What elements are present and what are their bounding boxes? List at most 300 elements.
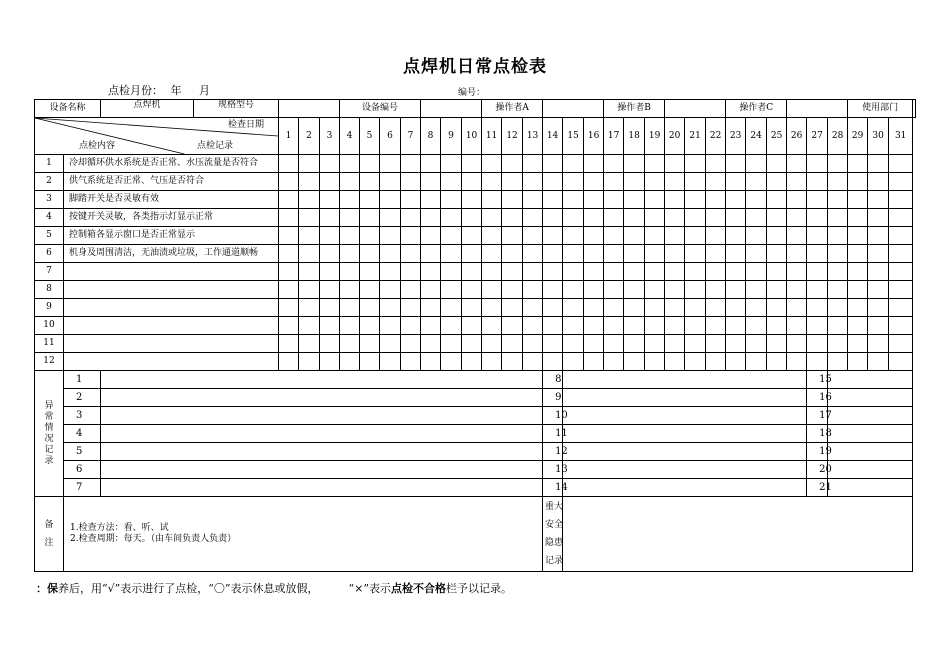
check-cell[interactable] xyxy=(787,317,807,335)
check-cell[interactable] xyxy=(502,263,523,281)
check-cell[interactable] xyxy=(624,245,645,263)
check-cell[interactable] xyxy=(523,353,543,371)
check-cell[interactable] xyxy=(279,317,299,335)
check-cell[interactable] xyxy=(604,299,624,317)
check-cell[interactable] xyxy=(848,227,868,245)
check-cell[interactable] xyxy=(624,299,645,317)
check-cell[interactable] xyxy=(848,281,868,299)
check-cell[interactable] xyxy=(340,335,360,353)
check-cell[interactable] xyxy=(320,209,340,227)
check-cell[interactable] xyxy=(340,209,360,227)
check-cell[interactable] xyxy=(889,353,913,371)
check-cell[interactable] xyxy=(706,299,726,317)
check-cell[interactable] xyxy=(767,299,787,317)
check-cell[interactable] xyxy=(665,155,685,173)
check-cell[interactable] xyxy=(380,173,401,191)
check-cell[interactable] xyxy=(604,335,624,353)
check-cell[interactable] xyxy=(299,173,320,191)
check-cell[interactable] xyxy=(401,281,421,299)
check-cell[interactable] xyxy=(685,191,706,209)
abnormal-entry[interactable] xyxy=(563,479,807,497)
check-cell[interactable] xyxy=(807,209,828,227)
check-cell[interactable] xyxy=(645,299,665,317)
check-cell[interactable] xyxy=(523,335,543,353)
check-cell[interactable] xyxy=(320,353,340,371)
check-cell[interactable] xyxy=(401,335,421,353)
check-cell[interactable] xyxy=(543,281,563,299)
check-cell[interactable] xyxy=(482,317,502,335)
check-cell[interactable] xyxy=(665,335,685,353)
check-cell[interactable] xyxy=(685,155,706,173)
check-cell[interactable] xyxy=(421,191,441,209)
check-cell[interactable] xyxy=(706,209,726,227)
check-cell[interactable] xyxy=(299,317,320,335)
check-cell[interactable] xyxy=(868,209,889,227)
abnormal-entry[interactable] xyxy=(563,389,807,407)
check-cell[interactable] xyxy=(584,281,604,299)
check-cell[interactable] xyxy=(787,335,807,353)
check-cell[interactable] xyxy=(868,263,889,281)
check-cell[interactable] xyxy=(787,173,807,191)
check-cell[interactable] xyxy=(604,173,624,191)
check-cell[interactable] xyxy=(360,227,380,245)
check-cell[interactable] xyxy=(441,191,462,209)
check-cell[interactable] xyxy=(868,281,889,299)
check-cell[interactable] xyxy=(563,353,584,371)
check-cell[interactable] xyxy=(441,209,462,227)
check-cell[interactable] xyxy=(706,353,726,371)
check-cell[interactable] xyxy=(563,263,584,281)
check-cell[interactable] xyxy=(462,173,482,191)
abnormal-entry[interactable] xyxy=(828,443,913,461)
check-cell[interactable] xyxy=(767,209,787,227)
check-cell[interactable] xyxy=(767,155,787,173)
check-cell[interactable] xyxy=(563,209,584,227)
check-cell[interactable] xyxy=(807,191,828,209)
check-cell[interactable] xyxy=(502,299,523,317)
check-cell[interactable] xyxy=(787,227,807,245)
check-cell[interactable] xyxy=(726,245,746,263)
check-cell[interactable] xyxy=(482,263,502,281)
check-cell[interactable] xyxy=(421,227,441,245)
check-cell[interactable] xyxy=(401,263,421,281)
check-cell[interactable] xyxy=(828,299,848,317)
check-cell[interactable] xyxy=(523,155,543,173)
check-cell[interactable] xyxy=(340,155,360,173)
check-cell[interactable] xyxy=(828,281,848,299)
check-cell[interactable] xyxy=(279,353,299,371)
check-cell[interactable] xyxy=(746,353,767,371)
check-cell[interactable] xyxy=(401,191,421,209)
check-cell[interactable] xyxy=(340,299,360,317)
check-cell[interactable] xyxy=(685,245,706,263)
check-cell[interactable] xyxy=(299,155,320,173)
check-cell[interactable] xyxy=(807,173,828,191)
check-cell[interactable] xyxy=(543,191,563,209)
check-cell[interactable] xyxy=(645,335,665,353)
check-cell[interactable] xyxy=(624,335,645,353)
check-cell[interactable] xyxy=(320,245,340,263)
check-cell[interactable] xyxy=(380,335,401,353)
check-cell[interactable] xyxy=(380,191,401,209)
check-cell[interactable] xyxy=(889,191,913,209)
check-cell[interactable] xyxy=(563,335,584,353)
check-cell[interactable] xyxy=(502,281,523,299)
check-cell[interactable] xyxy=(360,173,380,191)
check-cell[interactable] xyxy=(665,353,685,371)
check-cell[interactable] xyxy=(706,173,726,191)
abnormal-entry[interactable] xyxy=(563,425,807,443)
check-cell[interactable] xyxy=(462,191,482,209)
check-cell[interactable] xyxy=(685,317,706,335)
check-cell[interactable] xyxy=(401,227,421,245)
check-cell[interactable] xyxy=(848,209,868,227)
check-cell[interactable] xyxy=(462,209,482,227)
check-cell[interactable] xyxy=(624,263,645,281)
check-cell[interactable] xyxy=(685,299,706,317)
check-cell[interactable] xyxy=(767,227,787,245)
check-cell[interactable] xyxy=(868,227,889,245)
check-cell[interactable] xyxy=(807,263,828,281)
check-cell[interactable] xyxy=(502,191,523,209)
check-cell[interactable] xyxy=(828,173,848,191)
check-cell[interactable] xyxy=(848,245,868,263)
check-cell[interactable] xyxy=(320,299,340,317)
check-cell[interactable] xyxy=(828,155,848,173)
check-cell[interactable] xyxy=(584,191,604,209)
check-cell[interactable] xyxy=(624,281,645,299)
check-cell[interactable] xyxy=(726,353,746,371)
check-cell[interactable] xyxy=(726,317,746,335)
check-cell[interactable] xyxy=(807,353,828,371)
check-cell[interactable] xyxy=(320,227,340,245)
check-cell[interactable] xyxy=(645,317,665,335)
check-cell[interactable] xyxy=(868,245,889,263)
check-cell[interactable] xyxy=(441,335,462,353)
check-cell[interactable] xyxy=(380,155,401,173)
check-cell[interactable] xyxy=(543,317,563,335)
check-cell[interactable] xyxy=(828,209,848,227)
check-cell[interactable] xyxy=(584,263,604,281)
check-cell[interactable] xyxy=(320,173,340,191)
check-cell[interactable] xyxy=(584,227,604,245)
check-cell[interactable] xyxy=(462,245,482,263)
check-cell[interactable] xyxy=(706,191,726,209)
check-cell[interactable] xyxy=(340,191,360,209)
check-cell[interactable] xyxy=(401,173,421,191)
check-cell[interactable] xyxy=(523,263,543,281)
check-cell[interactable] xyxy=(685,335,706,353)
check-cell[interactable] xyxy=(868,335,889,353)
check-cell[interactable] xyxy=(523,245,543,263)
check-cell[interactable] xyxy=(665,299,685,317)
check-cell[interactable] xyxy=(726,209,746,227)
check-cell[interactable] xyxy=(380,317,401,335)
check-cell[interactable] xyxy=(868,173,889,191)
check-cell[interactable] xyxy=(645,227,665,245)
check-cell[interactable] xyxy=(482,155,502,173)
check-cell[interactable] xyxy=(889,227,913,245)
check-cell[interactable] xyxy=(523,281,543,299)
check-cell[interactable] xyxy=(340,317,360,335)
check-cell[interactable] xyxy=(807,227,828,245)
check-cell[interactable] xyxy=(462,335,482,353)
check-cell[interactable] xyxy=(624,227,645,245)
check-cell[interactable] xyxy=(787,281,807,299)
check-cell[interactable] xyxy=(665,245,685,263)
check-cell[interactable] xyxy=(685,281,706,299)
abnormal-entry[interactable] xyxy=(563,443,807,461)
check-cell[interactable] xyxy=(482,245,502,263)
check-cell[interactable] xyxy=(584,173,604,191)
check-cell[interactable] xyxy=(665,173,685,191)
check-cell[interactable] xyxy=(380,353,401,371)
check-cell[interactable] xyxy=(746,299,767,317)
check-cell[interactable] xyxy=(624,209,645,227)
check-cell[interactable] xyxy=(726,335,746,353)
check-cell[interactable] xyxy=(441,353,462,371)
check-cell[interactable] xyxy=(299,353,320,371)
check-cell[interactable] xyxy=(706,281,726,299)
check-cell[interactable] xyxy=(563,191,584,209)
check-cell[interactable] xyxy=(767,281,787,299)
check-cell[interactable] xyxy=(746,317,767,335)
check-cell[interactable] xyxy=(807,281,828,299)
check-cell[interactable] xyxy=(807,317,828,335)
check-cell[interactable] xyxy=(889,155,913,173)
check-cell[interactable] xyxy=(482,227,502,245)
check-cell[interactable] xyxy=(868,155,889,173)
check-cell[interactable] xyxy=(360,155,380,173)
check-cell[interactable] xyxy=(746,245,767,263)
check-cell[interactable] xyxy=(299,281,320,299)
check-cell[interactable] xyxy=(889,299,913,317)
check-cell[interactable] xyxy=(604,263,624,281)
check-cell[interactable] xyxy=(482,209,502,227)
check-cell[interactable] xyxy=(848,191,868,209)
check-cell[interactable] xyxy=(401,245,421,263)
check-cell[interactable] xyxy=(563,317,584,335)
check-cell[interactable] xyxy=(502,335,523,353)
check-cell[interactable] xyxy=(421,299,441,317)
check-cell[interactable] xyxy=(848,317,868,335)
check-cell[interactable] xyxy=(604,245,624,263)
check-cell[interactable] xyxy=(563,299,584,317)
check-cell[interactable] xyxy=(767,353,787,371)
check-cell[interactable] xyxy=(868,299,889,317)
check-cell[interactable] xyxy=(665,317,685,335)
check-cell[interactable] xyxy=(360,281,380,299)
check-cell[interactable] xyxy=(604,191,624,209)
check-cell[interactable] xyxy=(889,209,913,227)
check-cell[interactable] xyxy=(645,245,665,263)
check-cell[interactable] xyxy=(502,155,523,173)
check-cell[interactable] xyxy=(848,155,868,173)
check-cell[interactable] xyxy=(706,155,726,173)
check-cell[interactable] xyxy=(543,173,563,191)
check-cell[interactable] xyxy=(482,299,502,317)
check-cell[interactable] xyxy=(868,353,889,371)
check-cell[interactable] xyxy=(889,263,913,281)
check-cell[interactable] xyxy=(604,281,624,299)
check-cell[interactable] xyxy=(787,155,807,173)
check-cell[interactable] xyxy=(584,209,604,227)
check-cell[interactable] xyxy=(584,155,604,173)
check-cell[interactable] xyxy=(624,173,645,191)
abnormal-entry[interactable] xyxy=(101,407,543,425)
check-cell[interactable] xyxy=(645,173,665,191)
check-cell[interactable] xyxy=(624,155,645,173)
check-cell[interactable] xyxy=(604,227,624,245)
model-value-cell[interactable] xyxy=(279,100,340,118)
check-cell[interactable] xyxy=(380,299,401,317)
check-cell[interactable] xyxy=(787,191,807,209)
check-cell[interactable] xyxy=(665,263,685,281)
check-cell[interactable] xyxy=(279,245,299,263)
check-cell[interactable] xyxy=(767,173,787,191)
check-cell[interactable] xyxy=(685,173,706,191)
check-cell[interactable] xyxy=(462,317,482,335)
check-cell[interactable] xyxy=(279,263,299,281)
check-cell[interactable] xyxy=(299,335,320,353)
check-cell[interactable] xyxy=(767,191,787,209)
check-cell[interactable] xyxy=(787,245,807,263)
check-cell[interactable] xyxy=(482,281,502,299)
check-cell[interactable] xyxy=(584,335,604,353)
check-cell[interactable] xyxy=(706,335,726,353)
check-cell[interactable] xyxy=(340,173,360,191)
abnormal-entry[interactable] xyxy=(828,407,913,425)
check-cell[interactable] xyxy=(584,353,604,371)
check-cell[interactable] xyxy=(828,335,848,353)
check-cell[interactable] xyxy=(502,353,523,371)
check-cell[interactable] xyxy=(685,209,706,227)
check-cell[interactable] xyxy=(746,173,767,191)
check-cell[interactable] xyxy=(421,281,441,299)
check-cell[interactable] xyxy=(848,263,868,281)
check-cell[interactable] xyxy=(746,281,767,299)
check-cell[interactable] xyxy=(279,227,299,245)
check-cell[interactable] xyxy=(807,299,828,317)
check-cell[interactable] xyxy=(482,191,502,209)
check-cell[interactable] xyxy=(604,353,624,371)
check-cell[interactable] xyxy=(360,353,380,371)
check-cell[interactable] xyxy=(441,281,462,299)
check-cell[interactable] xyxy=(401,155,421,173)
check-cell[interactable] xyxy=(746,335,767,353)
check-cell[interactable] xyxy=(563,227,584,245)
check-cell[interactable] xyxy=(604,209,624,227)
check-cell[interactable] xyxy=(584,317,604,335)
abnormal-entry[interactable] xyxy=(828,371,913,389)
check-cell[interactable] xyxy=(726,155,746,173)
check-cell[interactable] xyxy=(502,209,523,227)
check-cell[interactable] xyxy=(441,173,462,191)
check-cell[interactable] xyxy=(523,173,543,191)
check-cell[interactable] xyxy=(502,173,523,191)
check-cell[interactable] xyxy=(401,317,421,335)
check-cell[interactable] xyxy=(665,209,685,227)
check-cell[interactable] xyxy=(421,353,441,371)
check-cell[interactable] xyxy=(624,353,645,371)
check-cell[interactable] xyxy=(828,263,848,281)
check-cell[interactable] xyxy=(563,245,584,263)
check-cell[interactable] xyxy=(645,209,665,227)
check-cell[interactable] xyxy=(441,155,462,173)
check-cell[interactable] xyxy=(279,191,299,209)
check-cell[interactable] xyxy=(563,173,584,191)
check-cell[interactable] xyxy=(523,209,543,227)
check-cell[interactable] xyxy=(421,245,441,263)
check-cell[interactable] xyxy=(645,191,665,209)
check-cell[interactable] xyxy=(421,209,441,227)
check-cell[interactable] xyxy=(807,245,828,263)
check-cell[interactable] xyxy=(462,263,482,281)
check-cell[interactable] xyxy=(726,191,746,209)
check-cell[interactable] xyxy=(320,191,340,209)
check-cell[interactable] xyxy=(889,245,913,263)
check-cell[interactable] xyxy=(889,335,913,353)
check-cell[interactable] xyxy=(685,353,706,371)
check-cell[interactable] xyxy=(624,191,645,209)
check-cell[interactable] xyxy=(462,299,482,317)
abnormal-entry[interactable] xyxy=(828,389,913,407)
operator-a-value[interactable] xyxy=(543,100,604,118)
check-cell[interactable] xyxy=(543,335,563,353)
check-cell[interactable] xyxy=(746,227,767,245)
check-cell[interactable] xyxy=(706,245,726,263)
check-cell[interactable] xyxy=(543,263,563,281)
operator-b-value[interactable] xyxy=(665,100,726,118)
check-cell[interactable] xyxy=(787,353,807,371)
check-cell[interactable] xyxy=(441,245,462,263)
check-cell[interactable] xyxy=(746,263,767,281)
check-cell[interactable] xyxy=(706,317,726,335)
check-cell[interactable] xyxy=(299,209,320,227)
abnormal-entry[interactable] xyxy=(101,479,543,497)
check-cell[interactable] xyxy=(543,227,563,245)
check-cell[interactable] xyxy=(380,209,401,227)
check-cell[interactable] xyxy=(340,227,360,245)
check-cell[interactable] xyxy=(685,263,706,281)
check-cell[interactable] xyxy=(645,353,665,371)
check-cell[interactable] xyxy=(746,155,767,173)
abnormal-entry[interactable] xyxy=(101,389,543,407)
check-cell[interactable] xyxy=(665,281,685,299)
check-cell[interactable] xyxy=(421,317,441,335)
check-cell[interactable] xyxy=(380,227,401,245)
check-cell[interactable] xyxy=(868,191,889,209)
check-cell[interactable] xyxy=(421,335,441,353)
abnormal-entry[interactable] xyxy=(563,461,807,479)
check-cell[interactable] xyxy=(320,155,340,173)
check-cell[interactable] xyxy=(726,263,746,281)
check-cell[interactable] xyxy=(706,263,726,281)
check-cell[interactable] xyxy=(746,209,767,227)
check-cell[interactable] xyxy=(360,299,380,317)
check-cell[interactable] xyxy=(401,299,421,317)
check-cell[interactable] xyxy=(767,335,787,353)
check-cell[interactable] xyxy=(502,245,523,263)
check-cell[interactable] xyxy=(299,191,320,209)
check-cell[interactable] xyxy=(889,317,913,335)
abnormal-entry[interactable] xyxy=(101,425,543,443)
check-cell[interactable] xyxy=(320,281,340,299)
check-cell[interactable] xyxy=(279,281,299,299)
check-cell[interactable] xyxy=(523,299,543,317)
check-cell[interactable] xyxy=(787,209,807,227)
check-cell[interactable] xyxy=(604,155,624,173)
